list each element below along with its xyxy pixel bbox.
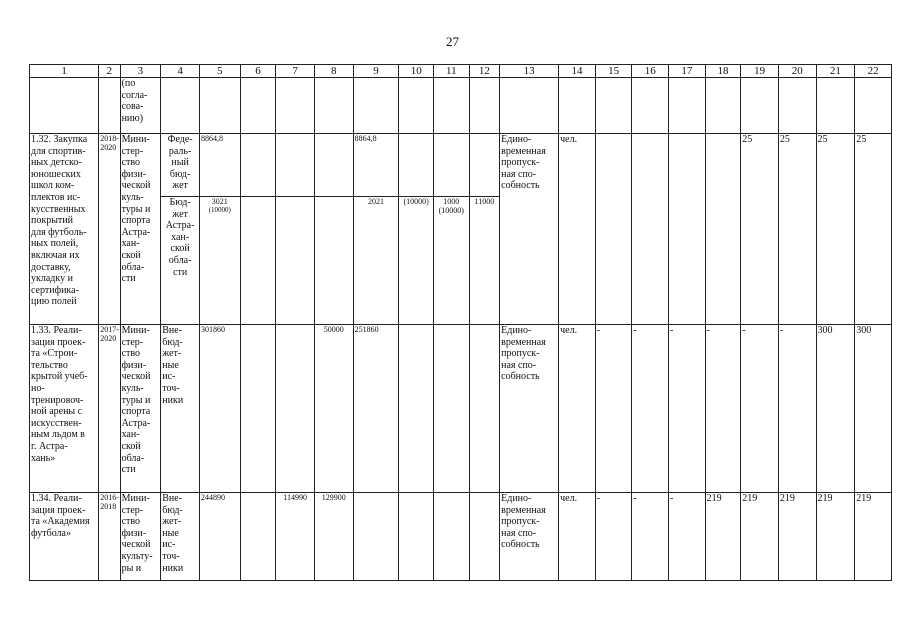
funding-source-cell: Вне- бюд- жет- ные ис- точ- ники: [161, 493, 200, 581]
year-value: 1000: [443, 197, 460, 206]
year-value-cell: 2021: [353, 197, 399, 325]
header-cell: 21: [816, 65, 855, 78]
table-row-1-32: [30, 134, 892, 197]
indicator-value-cell: -: [632, 493, 669, 581]
header-cell: 16: [632, 65, 669, 78]
header-cell: 8: [314, 65, 353, 78]
table-cell: [469, 78, 500, 134]
table-cell: [353, 493, 399, 581]
header-cell: 12: [469, 65, 500, 78]
header-cell: 4: [161, 65, 200, 78]
unit-cell: чел.: [559, 493, 596, 581]
table-cell: [353, 78, 399, 134]
period-cell: 2018- 2020: [99, 134, 120, 325]
table-cell: [469, 325, 500, 493]
header-cell: 9: [353, 65, 399, 78]
funding-source-cell: Бюд- жет Астра- хан- ской обла- сти: [161, 197, 200, 325]
continuation-row: [30, 78, 892, 134]
header-cell: 17: [669, 65, 706, 78]
table-cell: [30, 78, 99, 134]
indicator-cell: Едино- временная пропуск- ная спо- собность: [500, 325, 559, 493]
period-cell: 2016- 2018: [99, 493, 120, 581]
indicator-value-cell: 219: [705, 493, 741, 581]
total-value: 3021: [211, 197, 228, 206]
year-value-note: (10000): [438, 206, 464, 215]
indicator-value-cell: -: [595, 325, 632, 493]
table-cell: [741, 78, 779, 134]
indicator-value-cell: -: [741, 325, 779, 493]
indicator-cell: Едино- временная пропуск- ная спо- собность: [500, 493, 559, 581]
table-cell: [469, 134, 500, 197]
table-cell: [399, 325, 434, 493]
header-cell: 2: [99, 65, 120, 78]
indicator-value-cell: 300: [816, 325, 855, 493]
table-cell: [399, 493, 434, 581]
table-cell: [816, 78, 855, 134]
table-cell: [500, 78, 559, 134]
table-cell: [632, 134, 669, 325]
indicator-value-cell: 25: [816, 134, 855, 325]
table-row-1-34: [30, 493, 892, 581]
table-row-1-33: [30, 325, 892, 493]
total-cell: [199, 197, 240, 325]
table-cell: [595, 134, 632, 325]
header-cell: 18: [705, 65, 741, 78]
header-cell: 10: [399, 65, 434, 78]
table-cell: [433, 493, 469, 581]
measure-name-cell: 1.32. Закупка для спортив- ных детско- юношеских школ ком- плектов ис- кусственных покрытий для футболь- ных полей, включая их доставку, укладку и сертифика- цию полей: [30, 134, 99, 325]
table-cell: [240, 325, 276, 493]
header-cell: 19: [741, 65, 779, 78]
year-value-cell: 114990: [276, 493, 315, 581]
indicator-value-cell: -: [595, 493, 632, 581]
header-cell: 11: [433, 65, 469, 78]
header-cell: 1: [30, 65, 99, 78]
indicator-value-cell: -: [632, 325, 669, 493]
unit-cell: чел.: [559, 134, 596, 325]
unit-cell: чел.: [559, 325, 596, 493]
table-cell: [705, 78, 741, 134]
year-value-cell: (10000): [399, 197, 434, 325]
indicator-value-cell: -: [705, 325, 741, 493]
measure-name-cell: 1.34. Реали- зация проек- та «Академия футбола»: [30, 493, 99, 581]
indicator-value-cell: 219: [778, 493, 816, 581]
indicator-value-cell: 25: [778, 134, 816, 325]
program-table: [29, 64, 892, 581]
table-cell: [276, 325, 315, 493]
table-cell: [240, 493, 276, 581]
table-cell: [314, 134, 353, 197]
table-cell: [669, 78, 706, 134]
indicator-value-cell: 25: [741, 134, 779, 325]
indicator-value-cell: -: [669, 325, 706, 493]
header-cell: 6: [240, 65, 276, 78]
table-cell: [240, 134, 276, 197]
total-cell: 301860: [199, 325, 240, 493]
table-cell: [669, 134, 706, 325]
table-cell: [469, 493, 500, 581]
indicator-value-cell: 219: [816, 493, 855, 581]
table-cell: [199, 78, 240, 134]
executor-cell: Мини- стер- ство физи- ческой куль- туры и спорта Астра- хан- ской обла- сти: [120, 325, 161, 493]
header-cell: 20: [778, 65, 816, 78]
year-value-cell: 251860: [353, 325, 399, 493]
header-row: [30, 65, 892, 78]
table-cell: [559, 78, 596, 134]
year-value-cell: 129900: [314, 493, 353, 581]
table-cell: [276, 197, 315, 325]
total-cell: 8864,8: [199, 134, 240, 197]
table-cell: [855, 78, 892, 134]
table-cell: [433, 78, 469, 134]
table-cell: [240, 78, 276, 134]
table-cell: [399, 134, 434, 197]
header-cell: 14: [559, 65, 596, 78]
table-cell: [240, 197, 276, 325]
funding-source-cell: Феде- раль- ный бюд- жет: [161, 134, 200, 197]
total-cell: 244890: [199, 493, 240, 581]
executor-cell: Мини- стер- ство физи- ческой куль- туры и спорта Астра- хан- ской обла- сти: [120, 134, 161, 325]
table-cell: [99, 78, 120, 134]
table-cell: [433, 134, 469, 197]
header-cell: 7: [276, 65, 315, 78]
indicator-cell: Едино- временная пропуск- ная спо- собность: [500, 134, 559, 325]
indicator-value-cell: -: [669, 493, 706, 581]
header-cell: 5: [199, 65, 240, 78]
table-cell: [276, 78, 315, 134]
table-cell: [778, 78, 816, 134]
measure-name-cell: 1.33. Реали- зация проек- та «Строи- тельство крытой учеб- но- тренировоч- ной арены с искусствен- ным льдом в г. Астра- хань»: [30, 325, 99, 493]
page-number: 27: [446, 34, 459, 49]
year-value-cell: 8864,8: [353, 134, 399, 197]
funding-source-cell: Вне- бюд- жет- ные ис- точ- ники: [161, 325, 200, 493]
header-cell: 3: [120, 65, 161, 78]
indicator-value-cell: -: [778, 325, 816, 493]
header-cell: 15: [595, 65, 632, 78]
table-cell: [276, 134, 315, 197]
table-cell: [399, 78, 434, 134]
year-value-cell: 11000: [469, 197, 500, 325]
year-value-cell: [433, 197, 469, 325]
indicator-value-cell: 300: [855, 325, 892, 493]
total-value-note: (10000): [208, 206, 231, 214]
table-cell: [433, 325, 469, 493]
table-cell: [632, 78, 669, 134]
table-cell: [705, 134, 741, 325]
executor-note-cell: (по согла- сова- нию): [120, 78, 161, 134]
header-cell: 13: [500, 65, 559, 78]
indicator-value-cell: 219: [741, 493, 779, 581]
executor-cell: Мини- стер- ство физи- ческой культу- ры и: [120, 493, 161, 581]
table-cell: [314, 78, 353, 134]
table-cell: [595, 78, 632, 134]
year-value-cell: 50000: [314, 325, 353, 493]
table-cell: [314, 197, 353, 325]
indicator-value-cell: 219: [855, 493, 892, 581]
period-cell: 2017- 2020: [99, 325, 120, 493]
indicator-value-cell: 25: [855, 134, 892, 325]
header-cell: 22: [855, 65, 892, 78]
table-cell: [161, 78, 200, 134]
